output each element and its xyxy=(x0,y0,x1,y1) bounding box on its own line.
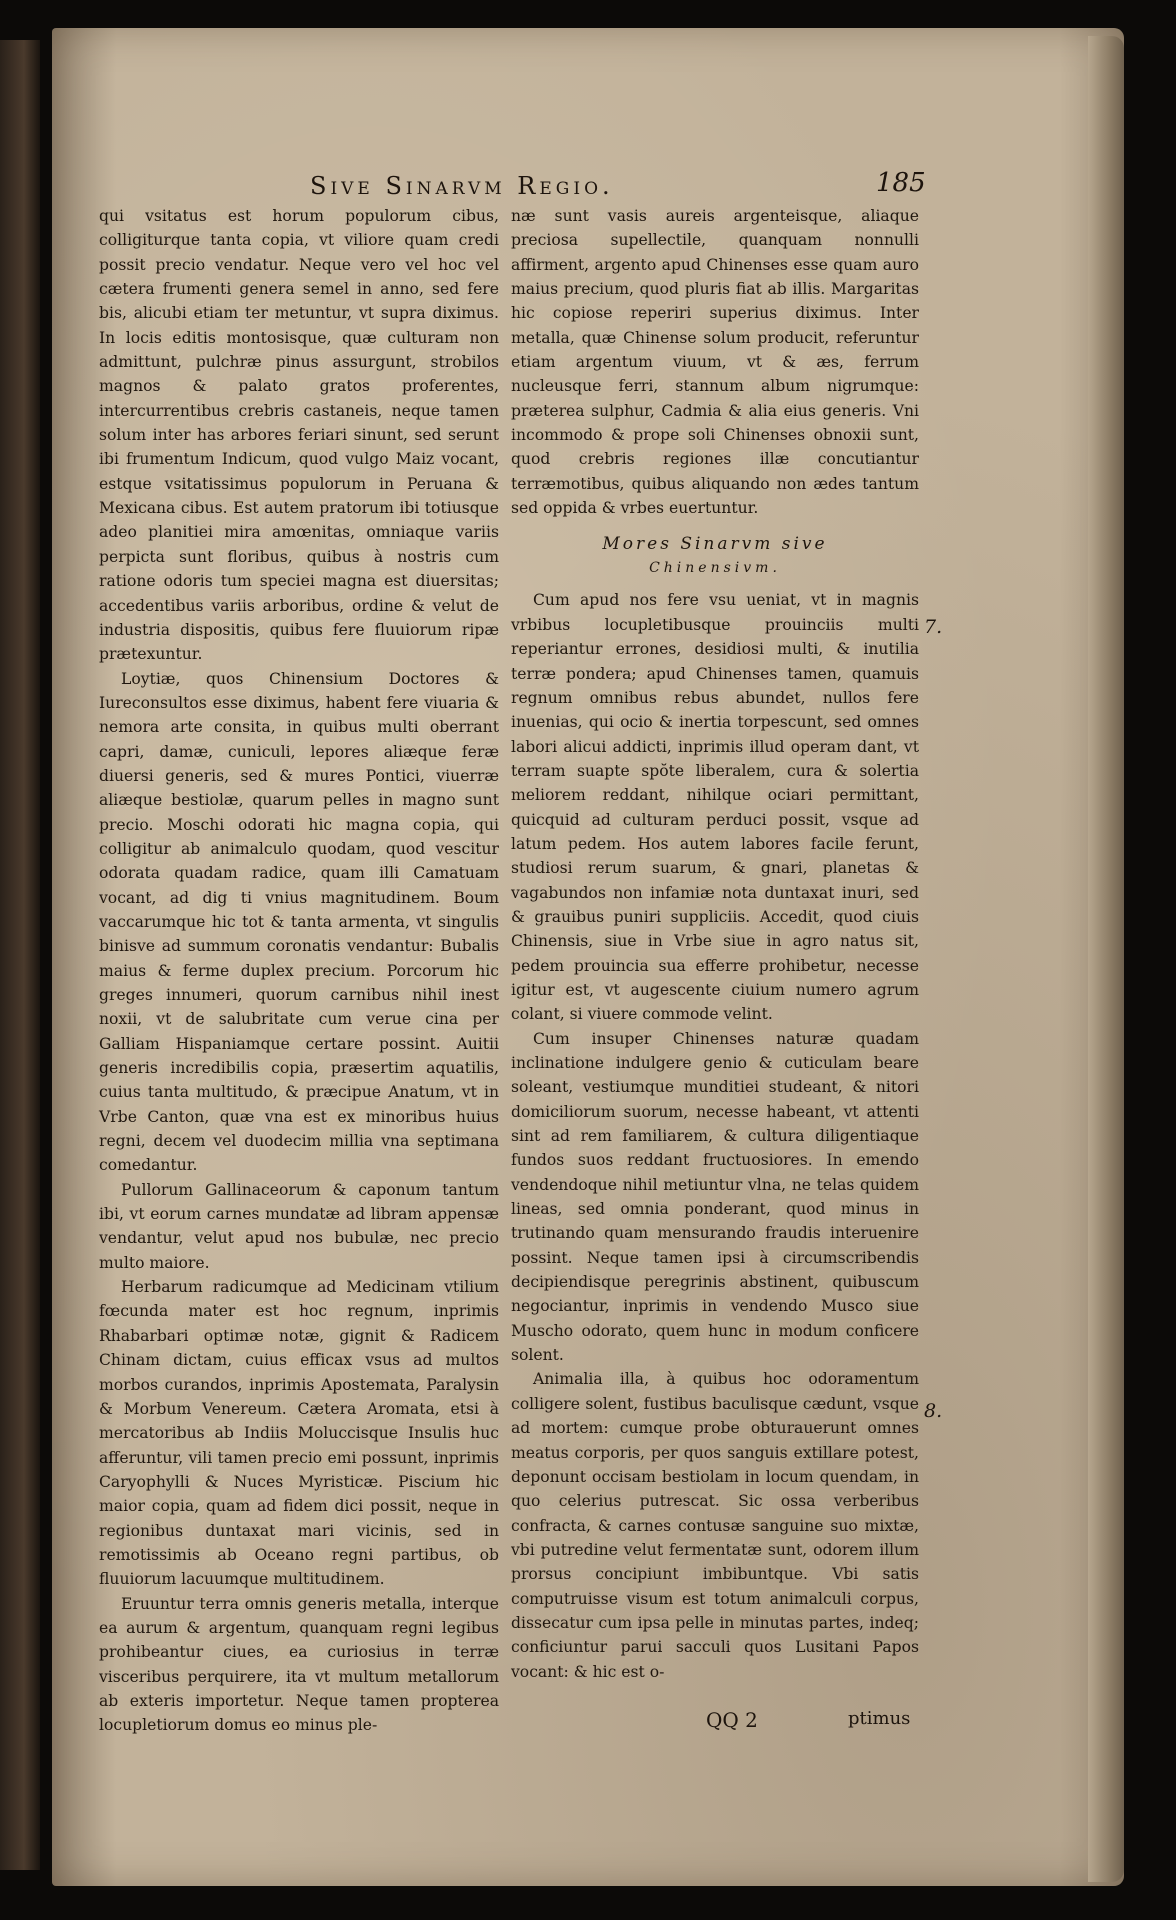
paragraph: Herbarum radicumque ad Medicinam vtilium fœcunda mater est hoc regnum, inprimis Rhabarbari optimæ notæ, gignit & Radicem Chinam dictam, cuius efficax vsus ad multos morbos curandos, inprimis Apostemata, Paralysin & Morbum Venereum. Cætera Aromata, etsi à mercatoribus ab Indiis Moluccisque Insulis huc afferuntur, vili tamen precio emi possunt, inprimis Caryophylli & Nuces Myristicæ. Piscium hic maior copia, quam ad fidem dici possit, neque in regionibus duntaxat mari vicinis, sed in remotissimis ab Oceano regni partibus, ob fluuiorum lacuumque multitudinem. xyxy=(99,1278,499,1589)
paragraph: Cum apud nos fere vsu ueniat, vt in magnis vrbibus locupletibusque prouinciis multi reperiantur errones, desidiosi multi, & inutilia terræ pondera; apud Chinenses tamen, quamuis regnum omnibus rebus abundet, nullos fere inuenias, qui ocio & inertia torpescunt, sed omnes labori alicui addicti, inprimis illud operam dant, vt terram suapte spŏte liberalem, cura & solertia meliorem reddant, nihilque ociari permittant, quicquid ad culturam perduci possit, vsque ad latum pedem. Hos autem labores facile ferunt, studiosi rerum suarum, & gnari, planetas & vagabundos non infamiæ nota duntaxat inuri, sed & grauibus puniri suppliciis. Accedit, quod ciuis Chinensis, siue in Vrbe siue in agro natus sit, pedem prouincia sua efferre prohibetur, necesse igitur est, vt augescente ciuium numero agrum colant, si viuere commode velint. xyxy=(511,591,919,1024)
previous-page-edge xyxy=(0,40,40,1870)
paragraph: Loytiæ, quos Chinensium Doctores & Iureconsultos esse diximus, habent fere viuaria & nemora arte consita, in quibus multi oberrant capri, damæ, cuniculi, lepores aliæque feræ diuersi generis, sed & mures Pontici, viuerræ aliæque bestiolæ, quarum pelles in magno sunt precio. Moschi odorati hic magna copia, qui colligitur ab animalculo quodam, quod vescitur odorata quadam radice, quam illi Camatuam vocant, ad dig ti vnius magnitudinem. Boum vaccarumque hic tot & tanta armenta, vt singulis binisve ad summum coronatis vendantur: Bubalis maius & ferme duplex precium. Porcorum hic greges innumeri, quorum carnibus nihil inest noxii, vt de salubritate cum verue cina per Galliam Hispaniamque certare possint. Auitii generis incredibilis copia, præsertim aquatilis, cuius tanta multitudo, & præcipue Anatum, vt in Vrbe Canton, quæ vna est ex minoribus huius regni, decem vel duodecim millia vna septimana comedantur. xyxy=(99,669,499,1175)
paragraph: Pullorum Gallinaceorum & caponum tantum ibi, vt eorum carnes mundatæ ad libram appensæ vendantur, velut apud nos bubulæ, nec precio multo maiore. xyxy=(99,1180,499,1272)
signature-mark: QQ 2 xyxy=(706,1708,758,1732)
section-heading-line2: Chinensivm. xyxy=(649,560,781,577)
section-heading xyxy=(511,532,919,580)
catchword: ptimus xyxy=(848,1708,911,1729)
margin-note: 8. xyxy=(924,1400,943,1422)
page-number: 185 xyxy=(876,168,926,198)
paragraph: Animalia illa, à quibus hoc odoramentum colligere solent, fustibus baculisque cædunt, vsque ad mortem: cumque probe obturauerunt omnes meatus corporis, per quos sanguis extillare potest, deponunt occisam bestiolam in locum quendam, in quo celerius putrescat. Sic ossa verberibus confracta, & carnes contusæ sanguine suo mixtæ, vbi putredine velut fermentatæ sunt, odorem illum prorsus concipiunt imbibuntque. Vbi satis computruisse visum est totum animalculi corpus, dissecatur cum ipsa pelle in minutas partes, indeq; conficiuntur parui sacculi quos Lusitani Papos vocant: & hic est o- xyxy=(511,1370,919,1681)
margin-note: 7. xyxy=(924,616,943,638)
right-column xyxy=(511,204,919,1684)
paragraph: næ sunt vasis aureis argenteisque, aliaque preciosa supellectile, quanquam nonnulli affirment, argento apud Chinenses esse quam auro maius precium, quod pluris fiat ab illis. Margaritas hic copiose reperiri superius diximus. Inter metalla, quæ Chinense solum producit, referuntur etiam argentum viuum, vt & æs, ferrum nucleusque ferri, stannum album nigrumque: præterea sulphur, Cadmia & alia eius generis. Vni incommodo & prope soli Chinenses obnoxii sunt, quod crebris regiones illæ concutiantur terræmotibus, quibus aliquando non ædes tantum sed oppida & vrbes euertuntur. xyxy=(511,207,919,518)
paragraph: Cum insuper Chinenses naturæ quadam inclinatione indulgere genio & cuticulam beare soleant, vestiumque munditiei studeant, & nitori domiciliorum suorum, necesse habeant, vt attenti sint ad rem familiarem, & cultura diligentiaque fundos suos reddant fructuosiores. In emendo vendendoque nihil metiuntur vlna, ne telas quidem lineas, sed omnia ponderant, quod minus in trutinando quam mensurando fraudis interuenire possint. Neque tamen ipsi à circumscribendis decipiendisque peregrinis abstinent, quibuscum negociantur, inprimis in vendendo Musco siue Muscho odorato, quem hunc in modum conficere solent. xyxy=(511,1029,919,1365)
paragraph: Eruuntur terra omnis generis metalla, interque ea aurum & argentum, quanquam regni legibus prohibeantur ciues, ea curiosius in terræ visceribus perquirere, ita vt multum metallorum ab exteris importetur. Neque tamen propterea locupletiorum domus eo minus ple- xyxy=(99,1594,499,1735)
paragraph: qui vsitatus est horum populorum cibus, colligiturque tanta copia, vt viliore quam credi possit precio vendatur. Neque vero vel hoc vel cætera frumenti genera semel in anno, sed fere bis, alicubi etiam ter metuntur, vt supra diximus. In locis editis montosisque, quæ culturam non admittunt, pulchræ pinus assurgunt, strobilos magnos & palato gratos proferentes, intercurrentibus crebris castaneis, neque tamen solum inter has arbores feriari sinunt, sed serunt ibi frumentum Indicum, quod vulgo Maiz vocant, estque vsitatissimus populorum in Peruana & Mexicana cibus. Est autem pratorum ibi totiusque adeo planitiei mira amœnitas, omniaque variis perpicta sunt floribus, quibus à nostris cum ratione odoris tum speciei magna est diuersitas; accedentibus variis arboribus, ordine & velut de industria dispositis, quibus fere fluuiorum ripæ prætexuntur. xyxy=(99,207,499,664)
left-column xyxy=(99,204,499,1738)
running-head: Sive Sinarvm Regio. xyxy=(310,172,614,200)
page-stack-edge xyxy=(1088,36,1124,1882)
section-heading-line1: Mores Sinarvm sive xyxy=(602,534,828,555)
